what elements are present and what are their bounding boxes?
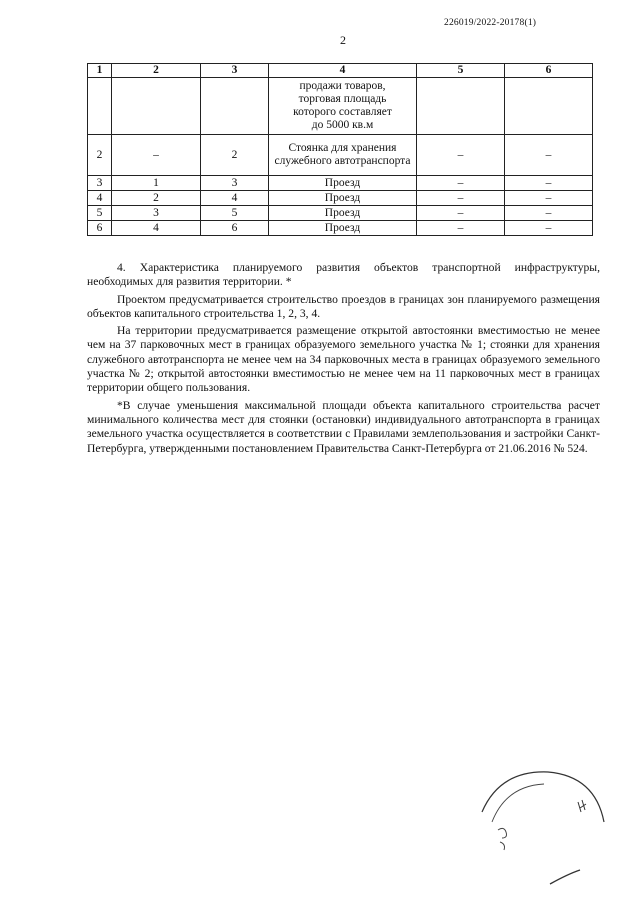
table-cell: Проезд [269, 191, 417, 206]
table-cell: – [417, 206, 505, 221]
body-text [87, 261, 600, 459]
table-cell: 4 [201, 191, 269, 206]
table-cell: 6 [88, 221, 112, 236]
document-number: 226019/2022-20178(1) [444, 18, 537, 28]
table-cell: 1 [112, 176, 201, 191]
objects-table [87, 63, 593, 236]
description-line: продажи товаров, [299, 80, 386, 92]
table-row [88, 221, 593, 236]
table-cell: – [112, 135, 201, 176]
table-cell: 3 [112, 206, 201, 221]
table-cell: 5 [201, 206, 269, 221]
table-cell: 6 [201, 221, 269, 236]
table-cell: Проезд [269, 206, 417, 221]
table-cell [417, 78, 505, 135]
table-cell: – [417, 135, 505, 176]
table-row [88, 135, 593, 176]
paragraph-footnote: *В случае уменьшения максимальной площади объекта капитального строительства расчет минимального количества мест для стоянки (остановки) индивидуального автотранспорта в границах земельного участка осуществляется в соответствии с Правилами землепользования и застройки Санкт-Петербурга, утвержденными постановлением Правительства Санкт-Петербурга от 21.06.2016 № 524. [87, 398, 600, 455]
table-cell: – [505, 176, 593, 191]
table-header-cell: 4 [269, 64, 417, 78]
table-cell: – [417, 176, 505, 191]
table-header-cell: 1 [88, 64, 112, 78]
table-cell: – [505, 191, 593, 206]
table-cell [88, 78, 112, 135]
table-header-cell: 2 [112, 64, 201, 78]
table-cell: Проезд [269, 176, 417, 191]
table-row [88, 191, 593, 206]
description-line: торговая площадь [298, 93, 387, 105]
table-cell: 4 [112, 221, 201, 236]
description-line: которого составляет [293, 106, 392, 118]
table-cell: Проезд [269, 221, 417, 236]
table-cell: 3 [201, 176, 269, 191]
table-cell: – [505, 206, 593, 221]
table-header-cell: 5 [417, 64, 505, 78]
table-cell: – [417, 221, 505, 236]
table-cell [201, 78, 269, 135]
page-number: 2 [340, 33, 346, 47]
table-row [88, 176, 593, 191]
table-cell: – [417, 191, 505, 206]
table-cell [112, 78, 201, 135]
table-header-cell: 3 [201, 64, 269, 78]
table-cell: – [505, 221, 593, 236]
paragraph-section-4: 4. Характеристика планируемого развития объектов транспортной инфраструктуры, необходимых для развития территории. * [87, 261, 600, 289]
table-header-row [88, 64, 593, 78]
table-cell: Стоянка для хранения служебного автотранспорта [269, 135, 417, 176]
table-cell: 3 [88, 176, 112, 191]
table-header-cell: 6 [505, 64, 593, 78]
table-cell: 2 [112, 191, 201, 206]
paragraph-parking: На территории предусматривается размещение открытой автостоянки вместимостью не менее чем на 37 парковочных мест в границах образуемого земельного участка № 1; стоянки для хранения служебного автотранспорта не менее чем на 34 парковочных места в границах образуемого земельного участка № 2; открытой автостоянки вместимостью не менее чем на 11 парковочных мест в границах территории общего пользования. [87, 324, 600, 395]
table-cell [505, 78, 593, 135]
table-row [88, 206, 593, 221]
table-cell: – [505, 135, 593, 176]
table-row-continuation [88, 78, 593, 135]
table-cell-description [269, 78, 417, 135]
table-cell: 5 [88, 206, 112, 221]
partial-seal-icon [470, 762, 620, 907]
paragraph-proezdy: Проектом предусматривается строительство проездов в границах зон планируемого размещения объектов капитального строительства 1, 2, 3, 4. [87, 292, 600, 320]
table-cell: 4 [88, 191, 112, 206]
table-cell: 2 [201, 135, 269, 176]
table-cell: 2 [88, 135, 112, 176]
description-line: до 5000 кв.м [311, 119, 374, 131]
